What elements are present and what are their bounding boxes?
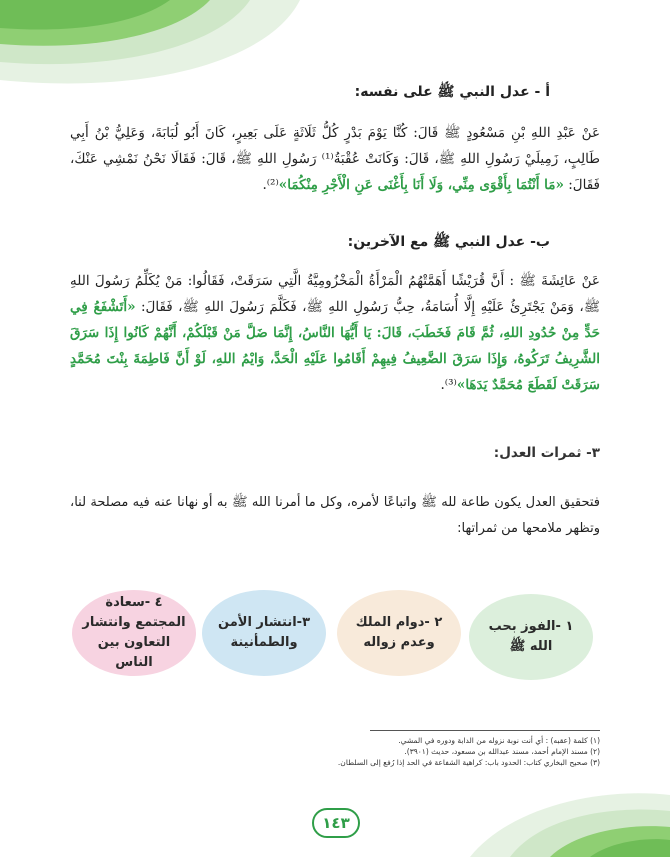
section-b-paragraph — [70, 268, 600, 398]
fruit-4-circle: ٤ -سعادة المجتمع وانتشار التعاون بين الناس — [72, 590, 196, 676]
decorative-corner-top — [0, 0, 300, 90]
section-a-text: عَنْ عَبْدِ اللهِ بْنِ مَسْعُودٍ ﷺ قَالَ: كُنَّا يَوْمَ بَدْرٍ كُلُّ ثَلَاثَةٍ عَلَى بَعِيرٍ، كَانَ أَبُو لُبَابَةَ، وَعَلِيُّ بْنُ أَبِي طَالِبٍ، زَمِيلَيْ رَسُولِ اللهِ ﷺ، قَالَ: وَكَانَتْ عُقْبَةُ⁽¹⁾ رَسُولِ اللهِ ﷺ، قَالَ: فَقَالَا نَحْنُ نَمْشِي عَنْكَ، فَقَالَ: — [70, 125, 600, 193]
section-b-footnote-ref: ⁽³⁾. — [440, 377, 457, 393]
fruit-2-circle: ٢ -دوام الملك وعدم زواله — [337, 590, 461, 676]
section-3-title: ٣- ثمرات العدل: — [493, 445, 600, 461]
section-a-footnote-ref: ⁽²⁾. — [262, 177, 279, 193]
section-a-paragraph — [70, 120, 600, 198]
section-a-heading: أ - عدل النبي ﷺ على نفسه: — [354, 84, 550, 100]
decorative-corner-bottom — [470, 787, 670, 857]
footnotes — [270, 735, 600, 768]
footnote-1: (١) كلمة (عقبه) : أي أنت نوبة نزوله من الدابة ودوره في المشي. — [398, 736, 600, 745]
section-3-body: فتحقيق العدل يكون طاعة لله ﷺ واتباعًا لأمره، وكل ما أمرنا الله ﷺ به أو نهانا عنه فيه مصلحة لنا، وتظهر ملامحها من ثمراتها: — [70, 495, 600, 536]
section-a-quote: «مَا أَنْتُمَا بِأَقْوَى مِنِّي، وَلَا أَنَا بِأَغْنَى عَنِ الْأَجْرِ مِنْكُمَا» — [278, 177, 564, 193]
footnote-divider — [370, 730, 600, 731]
section-b-text: عَنْ عَائِشَةَ ﷺ : أَنَّ قُرَيْشًا أَهَمَّتْهُمُ الْمَرْأَةُ الْمَخْزُومِيَّةُ الَّتِي سَرَقَتْ، فَقَالُوا: مَنْ يُكَلِّمُ رَسُولَ اللهِ ﷺ، وَمَنْ يَجْتَرِئُ عَلَيْهِ إِلَّا أُسَامَةُ، حِبُّ رَسُولِ اللهِ ﷺ، فَكَلَّمَ رَسُولَ اللهِ ﷺ، فَقَالَ: — [70, 273, 600, 315]
section-b-quote: «أَتَشْفَعُ فِي حَدٍّ مِنْ حُدُودِ اللهِ، ثُمَّ قَامَ فَخَطَبَ، قَالَ: يَا أَيُّهَا النَّاسُ، إِنَّمَا ضَلَّ مَنْ قَبْلَكُمْ، أَنَّهُمْ كَانُوا إِذَا سَرَقَ الشَّرِيفُ تَرَكُوهُ، وَإِذَا سَرَقَ الضَّعِيفُ فِيهِمْ أَقَامُوا عَلَيْهِ الْحَدَّ، وَايْمُ اللهِ، لَوْ أَنَّ فَاطِمَةَ بِنْتَ مُحَمَّدٍ سَرَقَتْ لَقَطَعَ مُحَمَّدٌ يَدَهَا» — [70, 299, 600, 393]
fruit-1-circle: ١ -الفوز بحب الله ﷺ — [469, 594, 593, 680]
section-b-heading: ب- عدل النبي ﷺ مع الآخرين: — [347, 234, 550, 250]
footnote-3: (٣) صحيح البخاري كتاب: الحدود باب: كراهية الشفاعة في الحد إذا رُفع إلى السلطان. — [337, 758, 600, 767]
footnote-2: (٢) مسند الإمام أحمد، مسند عبدالله بن مسعود، حديث (٣٩٠١). — [404, 747, 600, 756]
page-number: ١٤٣ — [312, 808, 360, 838]
fruit-3-circle: ٣-انتشار الأمن والطمأنينة — [202, 590, 326, 676]
